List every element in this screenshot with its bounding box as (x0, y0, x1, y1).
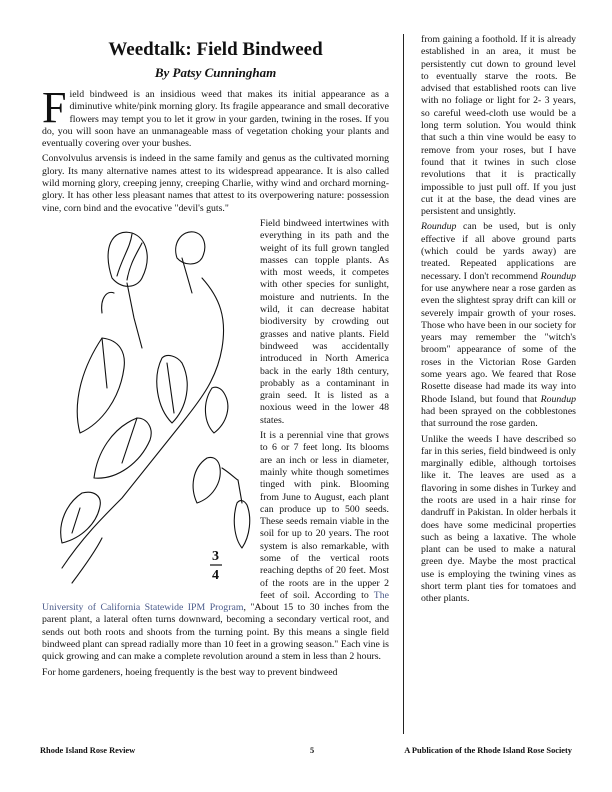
article-title: Weedtalk: Field Bindweed (108, 39, 323, 60)
footer-publication: Rhode Island Rose Review (40, 746, 136, 755)
intro-paragraph (42, 83, 389, 150)
paragraph-3: Field bindweed intertwines with everything in its path and the weight of its full grown tangled masses can topple plants. As with most weeds, it competes with other species for sunlight, moisture and nutrients. In the wild, it can decrease habitat biodiversity by crowding out grasses and native plants. Field bindweed was accidentally introduced in North America back in the early 18th century, probably as a contaminant in grain seed. It is listed as a noxious weed in the lower 48 states. (260, 217, 389, 426)
right-paragraph-2 (421, 221, 576, 430)
right-column (421, 34, 576, 609)
drop-cap: F (42, 83, 67, 132)
ipm-program-reference: The University of California Statewide IPM Program (42, 589, 389, 614)
column-divider (403, 34, 404, 734)
roundup-term-2: Roundup (540, 270, 576, 282)
left-column (42, 34, 389, 682)
article-byline: By Patsy Cunningham (154, 65, 277, 80)
right-paragraph-1: from gaining a foothold. If it is already established in an area, it must be persistently cut down to ground level to eventually starve the roots. Be advised that established roots can live with no foliage or light for 2- 3 years, so careful weed-cloth use would be a long term solution. You would think that such a thin vine would be easy to remove from your roses, but I have found that it twines in such close revolutions that it is practically impossible to just pull off. If you just cut it at the base, the dead vines are persistent and unsightly. (421, 34, 576, 218)
roundup-term-3: Roundup (540, 393, 576, 405)
right-paragraph-2c: had been sprayed on the cobblestones that surround the rose garden. (421, 405, 576, 430)
figure-wrap (42, 218, 389, 664)
right-paragraph-3: Unlike the weeds I have described so far in this series, field bindweed is only marginally edible, although tortoises like it. The leaves are used as a flavoring in some dishes in Turkey and the roots are used in a hair rinse for dandruff in Pakistan. In older herbals it does have some medicinal properties such as being a laxative. The whole plant can be used to make a natural green dye. Maybe the most practical use is employing the twining vines as short term plant ties for tomatoes and other plants. (421, 433, 576, 605)
paragraph-4-start: It is a perennial vine that grows to 6 or 7 feet long. Its blooms are an inch or less in diameter, mainly white though sometimes tinged with pink. Blooming from June to August, each plant can produce up to 500 seeds. These seeds remain viable in the soil for up to 20 years. The root system is also remarkable, with some of the vertical roots reaching depths of 20 feet. Most of the roots are in the upper 2 feet of soil. According to (260, 430, 389, 601)
scale-numerator: 3 (212, 548, 219, 564)
paragraph-2: Convolvulus arvensis is indeed in the same family and genus as the cultivated morning glory. Its many alternative names attest to its widespread appearance. It is also called wild morning glory, creeping jenny, creeping Charlie, withy wind and orchard morning-glory. It has other less pleasant names that attest to its overpowering nature: possession vine, corn bind and the evocative "devil's guts." (42, 153, 389, 214)
paragraph-5: For home gardeners, hoeing frequently is the best way to prevent bindweed (42, 666, 338, 678)
page-footer (40, 746, 572, 760)
right-paragraph-2b: for use anywhere near a rose garden as even the slightest spray drift can kill or severely impair growth of your roses. Those who have been in our society for years may remember the "witch's broom" appearance of some of the roses in the Victorian Rose Garden some years ago. We feared that Rose Rosette disease had made its way into Rhode Island, but found that (421, 282, 576, 405)
roundup-term-1: Roundup (421, 221, 457, 233)
right-paragraph-2a: can be used, but is only effective if all above ground parts (which could be yards away) are treated. Repeated applications are necessary. I don't recommend (421, 221, 576, 282)
footer-society: A Publication of the Rhode Island Rose Society (404, 746, 572, 755)
bindweed-illustration (42, 218, 254, 593)
scale-denominator: 4 (212, 567, 219, 583)
intro-text: ield bindweed is an insidious weed that makes its initial appearance as a diminutive white/pink morning glory. Its fragile appearance and small decorative flowers may tempt you to let it grow in your garden, twining in the roses. If you do, you will soon have an unmanageable mass of vegetation choking your plants and eventually covering over your bushes. (42, 89, 389, 150)
page-number: 5 (310, 746, 315, 755)
paragraph-4-end: , "About 15 to 30 inches from the parent plant, a lateral often turns downward, becoming a secondary vertical root, and sends out both roots and shoots from the turning point. By this means a single field bindweed plant can spread radially more than 10 feet in a growing season." Each vine is quick growing and can make a complete revolution around a stem in less than 2 hours. (42, 602, 389, 663)
